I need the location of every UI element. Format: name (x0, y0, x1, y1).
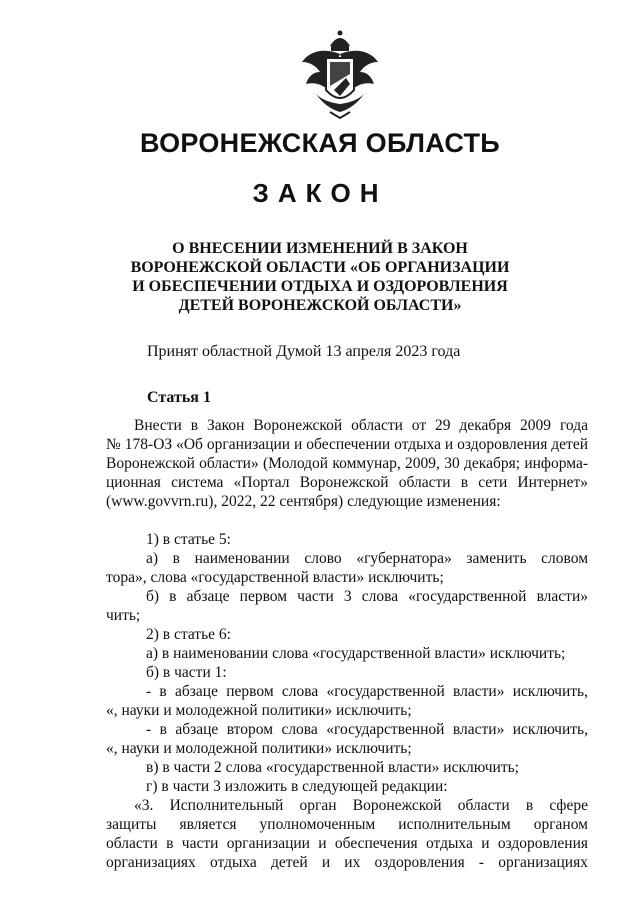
body-line: - в абзаце втором слова «государственной власти» исключить, (146, 721, 588, 738)
region-heading: ВОРОНЕЖСКАЯ ОБЛАСТЬ (139, 128, 501, 158)
body-line: г) в части 3 изложить в следующей редакции: (146, 778, 448, 795)
body-line: № 178-ОЗ «Об организации и обеспечении отдыха и оздоровления детей (106, 436, 588, 453)
law-title-line: О ВНЕСЕНИИ ИЗМЕНЕНИЙ В ЗАКОН (172, 240, 468, 257)
quote-line: организациях отдыха детей и их оздоровления - организациях (106, 854, 588, 871)
body-line: «, науки и молодежной политики» исключить; (106, 740, 412, 757)
quote-line: области в части организации и обеспечения отдыха и оздоровления (106, 835, 588, 852)
adoption-note: Принят областной Думой 13 апреля 2023 года (147, 343, 461, 360)
law-title-line: И ОБЕСПЕЧЕНИИ ОТДЫХА И ОЗДОРОВЛЕНИЯ (132, 278, 508, 295)
body-line: б) в абзаце первом части 3 слова «государственной власти» (146, 588, 588, 605)
body-line: а) в наименовании слова «государственной власти» исключить; (146, 645, 566, 662)
law-title-line: ВОРОНЕЖСКОЙ ОБЛАСТИ «ОБ ОРГАНИЗАЦИИ (130, 259, 510, 276)
quote-line: «3. Исполнительный орган Воронежской области в сфере (134, 797, 588, 814)
item-label: 1) в статье 5: (146, 531, 231, 548)
body-line: б) в части 1: (146, 664, 227, 681)
quote-line: защиты является уполномоченным исполнительным органом (106, 816, 588, 833)
body-line: ционная система «Портал Воронежской области в сети Интернет» (106, 474, 588, 491)
body-line: тора», слова «государственной власти» исключить; (106, 569, 444, 586)
coat-of-arms-emblem (296, 28, 384, 120)
body-line: чить; (106, 607, 141, 624)
body-line: Внести в Закон Воронежской области от 29 декабря 2009 года (134, 417, 588, 434)
body-line: «, науки и молодежной политики» исключить; (106, 702, 412, 719)
body-line: Воронежской области» (Молодой коммунар, 2009, 30 декабря; информа- (106, 455, 588, 472)
article-heading: Статья 1 (147, 389, 211, 406)
document-type-heading: ЗАКОН (252, 178, 388, 208)
law-title (0, 239, 640, 315)
law-title-line: ДЕТЕЙ ВОРОНЕЖСКОЙ ОБЛАСТИ» (178, 297, 462, 314)
article-body (106, 416, 588, 872)
body-line: - в абзаце первом слова «государственной власти» исключить, (146, 683, 588, 700)
body-line: в) в части 2 слова «государственной власти» исключить; (146, 759, 519, 776)
body-line: а) в наименовании слово «губернатора» заменить словом (146, 550, 588, 567)
item-label: 2) в статье 6: (146, 626, 231, 643)
body-line: (www.govvrn.ru), 2022, 22 сентября) следующие изменения: (106, 493, 501, 510)
